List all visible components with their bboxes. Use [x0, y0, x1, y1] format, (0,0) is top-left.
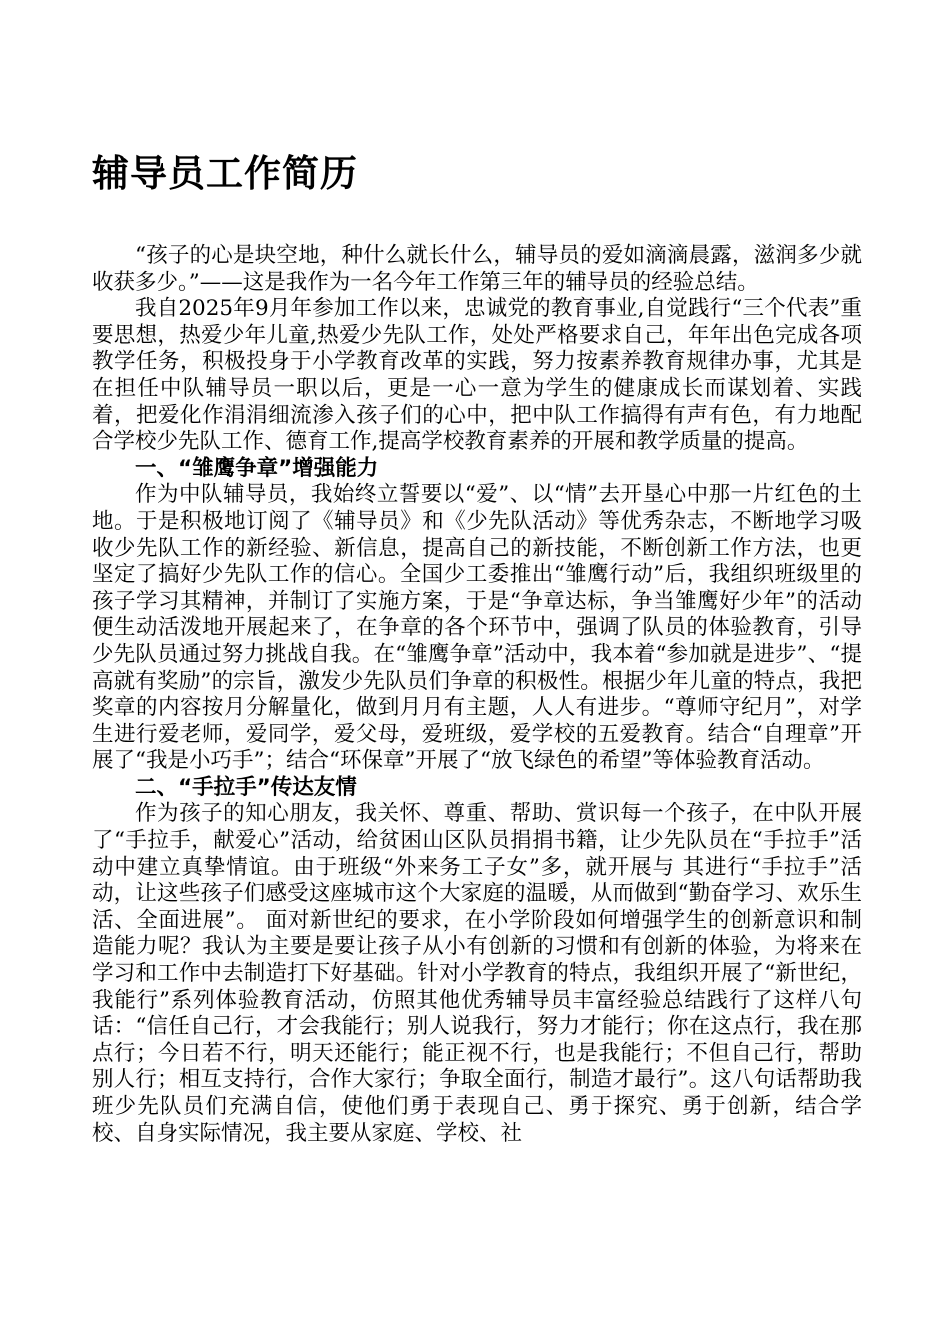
section-heading-hand-in-hand: 二、“手拉手”传达友情 [135, 774, 357, 800]
section-paragraph-eagle-badge: 作为中队辅导员，我始终立誓要以“爱”、以“情”去开垦心中那一片红色的土地。于是积极地订阅了《辅导员》和《少先队活动》等优秀杂志，不断地学习吸收少先队工作的新经验、新信息，提高自己的新技能，不断创新工作方法，也更坚定了搞好少先队工作的信心。全国少工委推出“雏鹰行动”后，我组织班级里的孩子学习其精神，并制订了实施方案，于是“争章达标，争当雏鹰好少年”的活动便生动活泼地开展起来了，在争章的各个环节中，强调了队员的体验教育，引导少先队员通过努力挑战自我。在“雏鹰争章”活动中，我本着“参加就是进步”、“提高就有奖励”的宗旨，激发少先队员们争章的积极性。根据少年儿童的特点，我把奖章的内容按月分解量化，做到月月有主题，人人有进步。“尊师守纪月”，对学生进行爱老师，爱同学，爱父母，爱班级，爱学校的五爱教育。结合“自理章”开展了“我是小巧手”；结合“环保章”开展了“放飞绿色的希望”等体验教育活动。 [92, 482, 862, 774]
section-paragraph-hand-in-hand: 作为孩子的知心朋友，我关怀、尊重、帮助、赏识每一个孩子，在中队开展了“手拉手，献爱心”活动，给贫困山区队员捐捐书籍，让少先队员在“手拉手”活动中建立真挚情谊。由于班级“外来务工子女”多，就开展与 其进行“手拉手”活动，让这些孩子们感受这座城市这个大家庭的温暖，从而做到“勤奋学习、欢乐生活、全面进展”。 面对新世纪的要求，在小学阶段如何增强学生的创新意识和制造能力呢？我认为主要是要让孩子从小有创新的习惯和有创新的体验，为将来在学习和工作中去制造打下好基础。针对小学教育的特点，我组织开展了“新世纪，我能行”系列体验教育活动，仿照其他优秀辅导员丰富经验总结践行了这样八句话：“信任自己行，才会我能行；别人说我行，努力才能行；你在这点行，我在那点行；今日若不行，明天还能行；能正视不行，也是我能行；不但自己行，帮助别人行；相互支持行，合作大家行；争取全面行，制造才最行”。这八句话帮助我班少先队员们充满自信，使他们勇于表现自己、勇于探究、勇于创新，结合学校、自身实际情况，我主要从家庭、学校、社 [92, 801, 862, 1146]
document-title: 辅导员工作简历 [92, 152, 358, 195]
section-heading-eagle-badge: 一、“雏鹰争章”增强能力 [135, 455, 379, 481]
intro-summary-paragraph: 我自2025年9月年参加工作以来，忠诚党的教育事业,自觉践行“三个代表”重要思想，热爱少年儿童,热爱少先队工作，处处严格要求自己，年年出色完成各项教学任务，积极投身于小学教育改革的实践，努力按素养教育规律办事，尤其是在担任中队辅导员一职以后，更是一心一意为学生的健康成长而谋划着、实践着，把爱化作涓涓细流渗入孩子们的心中，把中队工作搞得有声有色，有力地配合学校少先队工作、德育工作,提高学校教育素养的开展和教学质量的提高。 [92, 296, 862, 455]
intro-quote-paragraph: “孩子的心是块空地，种什么就长什么，辅导员的爱如滴滴晨露，滋润多少就收获多少。”——这是我作为一名今年工作第三年的辅导员的经验总结。 [92, 243, 862, 295]
document-body [92, 243, 862, 1147]
